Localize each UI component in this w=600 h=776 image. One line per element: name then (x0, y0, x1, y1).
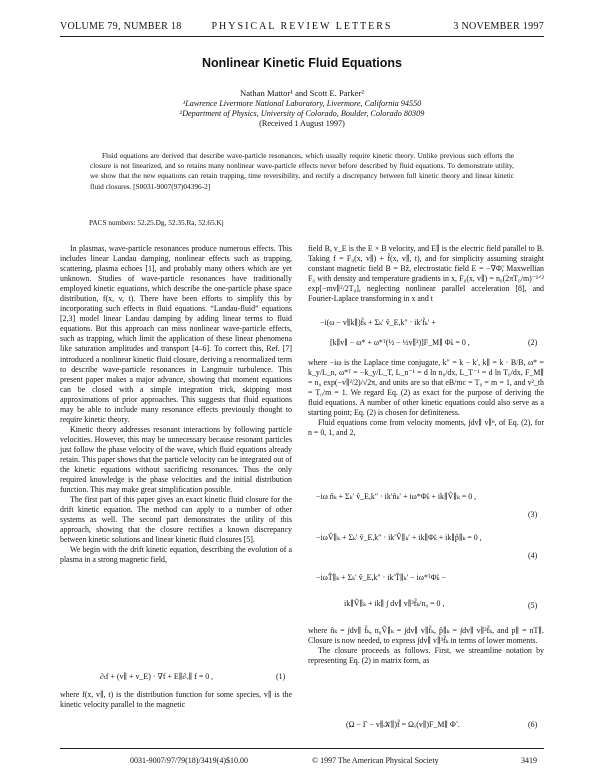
left-column (60, 244, 292, 566)
equation-4: −iωV̂∥ₖ + Σₖ′ v̂_E,k″ · ik′V̂∥ₖ′ + ik∥Φ̃ₖ + ik∥p̂∥ₖ = 0 , (316, 533, 482, 542)
paragraph-moments: Fluid equations come from velocity moments, ∫dv∥ v∥ⁿ, of Eq. (2), for n = 0, 1, and 2, (308, 418, 544, 438)
equation-2-line-2: [k∥v∥ − ω* + ω*ᵀ(½ − ½v∥²)]F_M∥ Φ̃ₖ = 0 , (330, 338, 470, 347)
equation-3: −iω n̂ₖ + Σₖ′ v̂_E,k″ · ik′n̂ₖ′ + iω*Φ̃ₖ + ik∥V̂∥ₖ = 0 , (316, 492, 477, 501)
paragraph-drift-kinetic: We begin with the drift kinetic equation, describing the evolution of a plasma in a strong magnetic field, (60, 545, 292, 565)
abstract: Fluid equations are derived that describe wave-particle resonances, which usually require kinetic theory. Unlike previous such efforts the closure is not linearized, and so retains many nonlinear wave-particle effects never before described by fluid equations. To demonstrate utility, we show that the new equations can retain trapping, time reversibility, and rectify a discrepancy between full kinetic theory and linear kinetic fluid closures. [S0031-9007(97)04396-2] (90, 151, 514, 191)
left-column-tail (60, 690, 292, 710)
paragraph-first-part: The first part of this paper gives an exact kinetic fluid closure for the drift kinetic equation. The method can apply to a number of other systems as well. The second part demonstrates the utility of this approach, showing that the closure rectifies a known discrepancy between kinetic solutions and linear kinetic fluid closures [5]. (60, 495, 292, 545)
right-column-top (308, 244, 544, 304)
equation-3-number: (3) (528, 510, 538, 519)
volume-number: VOLUME 79, NUMBER 18 (60, 21, 182, 32)
equation-5-line-1: −iωT̂∥ₖ + Σₖ′ v̂_E,k″ · ik′T̂∥ₖ′ − iω*ᵀΦ̃ₖ − (316, 573, 446, 582)
paragraph-closure-needed: where n̂ₖ = ∫dv∥ f̃ₖ, n₀V̂∥ₖ = ∫dv∥ v∥f̃ₖ, p̂∥ₖ = ∫dv∥ v∥²f̃ₖ, and p∥ = nT∥. Closure is now needed, to express ∫dv∥ v∥³f̃ₖ in terms of lower moments. (308, 626, 544, 646)
footer-code: 0031-9007/97/79(18)/3419(4)$10.00 (130, 756, 248, 765)
right-column-bottom (308, 626, 544, 666)
equation-1-number: (1) (276, 672, 286, 681)
equation-5-number: (5) (528, 601, 538, 610)
paragraph-intro: In plasmas, wave-particle resonances produce numerous effects. This includes linear Landau damping, nonlinear effects such as trapping, scattering, plasma echoes [1], and probably many others which are yet unknown. Studies of wave-particle resonances have traditionally employed kinetic equations, which describe the one-particle phase space distribution, f(x, v, t). There have been efforts to simplify this by incorporating such effects in fluid equations. “Landau-fluid” equations [2,3] model linear Landau damping by adding linear terms to fluid equations. But this approach can miss nonlinear wave-particle effects, such as trapping, which limit the application of these linear phenomena like saturation amplitudes and transport [4–6]. To correct this, Ref. [7] introduced a nonlinear kinetic fluid closure, deriving a renormalized term to describe wave-particle resonances in Langmuir turbulence. This present paper makes a major advance, showing that moment equations can be closed with a simple integration trick, skipping most approximations of prior approaches. This suggests that fluid equations may be able to include many resonance effects previously thought to require kinetic theory. (60, 244, 292, 424)
journal-name: PHYSICAL REVIEW LETTERS (211, 21, 393, 32)
paragraph-field-definitions: field B, v_E is the E × B velocity, and E∥ is the electric field parallel to B. Taking f = F₀(x, v∥) + f̃(x, v∥, t), and for simplicity assuming straight constant magnetic field B = Bẑ, electrostatic field E = −∇Φ̃, Maxwellian F₀ with density and temperature gradients in x, F₀(x, v∥) = n₀(2πT₀/m)⁻¹ᐟ² exp[−mv∥²/2T₀], neglecting nonlinear parallel acceleration [8], and Fourier-Laplace transforming in x and t (308, 244, 544, 304)
footer-rule (60, 748, 544, 749)
affiliation-1: ¹Lawrence Livermore National Laboratory, Livermore, California 94550 (182, 99, 422, 108)
right-column-mid (308, 358, 544, 438)
paragraph-laplace: where −iω is the Laplace time conjugate, k″ = k − k′, k∥ = k · B/B, ω* = k_y/L_n, ω*ᵀ = −k_y/L_T, L_n⁻¹ = d ln n₀/dx, L_T⁻¹ = d ln T₀/dx, F_M∥ = n₀ exp(−v∥²/2)/√2π, and units are so that eB/mc = T₀ = m = 1, and v²_th = T₀/m = 1. We regard Eq. (2) as exact for the purpose of deriving the fluid equations. A number of other kinetic equations could also serve as a starting point; Eq. (2) is chosen for definiteness. (308, 358, 544, 418)
received-date: (Received 1 August 1997) (259, 119, 345, 128)
equation-2-number: (2) (528, 338, 538, 347)
paragraph-kinetic-theory: Kinetic theory addresses resonant interactions by following particle velocities. However, this may be unnecessary because resonant particles just follow the phase velocity of the wave, which fluid equations already retain. This paper shows that the particle velocity can be integrated out of the kinetic equations without sacrificing resonances. Thus the only required knowledge is the phase velocities and the initial distribution function. This may make great simplification possible. (60, 424, 292, 495)
equation-6: (Ω − Γ − v∥𝒦∥)f̃ = Ωₓ(v∥)F_M∥ Φ̃ . (346, 720, 460, 729)
paragraph-closure-proceeds: The closure proceeds as follows. First, we streamline notation by representing Eq. (2) in matrix form, as (308, 646, 544, 666)
pacs-numbers: PACS numbers: 52.25.Dg, 52.35.Ra, 52.65.Kj (89, 218, 224, 227)
issue-date: 3 NOVEMBER 1997 (453, 21, 544, 32)
equation-2-line-1: −i(ω − v∥k∥)f̃ₖ + Σₖ′ v̂_E,k″ · ik′f̃ₖ′ + (320, 318, 436, 327)
authors: Nathan Mattor¹ and Scott E. Parker² (239, 88, 364, 98)
equation-5-line-2: ik∥V̂∥ₖ + ik∥ ∫ dv∥ v∥³f̃ₖ/n₀ = 0 , (344, 599, 445, 608)
page-number: 3419 (521, 756, 537, 765)
equation-4-number: (4) (528, 551, 538, 560)
equation-1: ∂ₜf + (v∥ + v_E) · ∇f + E∥∂ᵥ∥ f = 0 , (100, 672, 214, 681)
affiliation-2: ²Department of Physics, University of Colorado, Boulder, Colorado 80309 (179, 109, 425, 118)
paragraph-distribution: where f(x, v∥, t) is the distribution function for some species, v∥ is the kinetic velocity parallel to the magnetic (60, 690, 292, 710)
running-header (60, 21, 544, 35)
paper-title: Nonlinear Kinetic Fluid Equations (201, 56, 402, 70)
footer-copyright: © 1997 The American Physical Society (312, 756, 439, 765)
equation-6-number: (6) (528, 720, 538, 729)
header-rule (60, 36, 544, 37)
